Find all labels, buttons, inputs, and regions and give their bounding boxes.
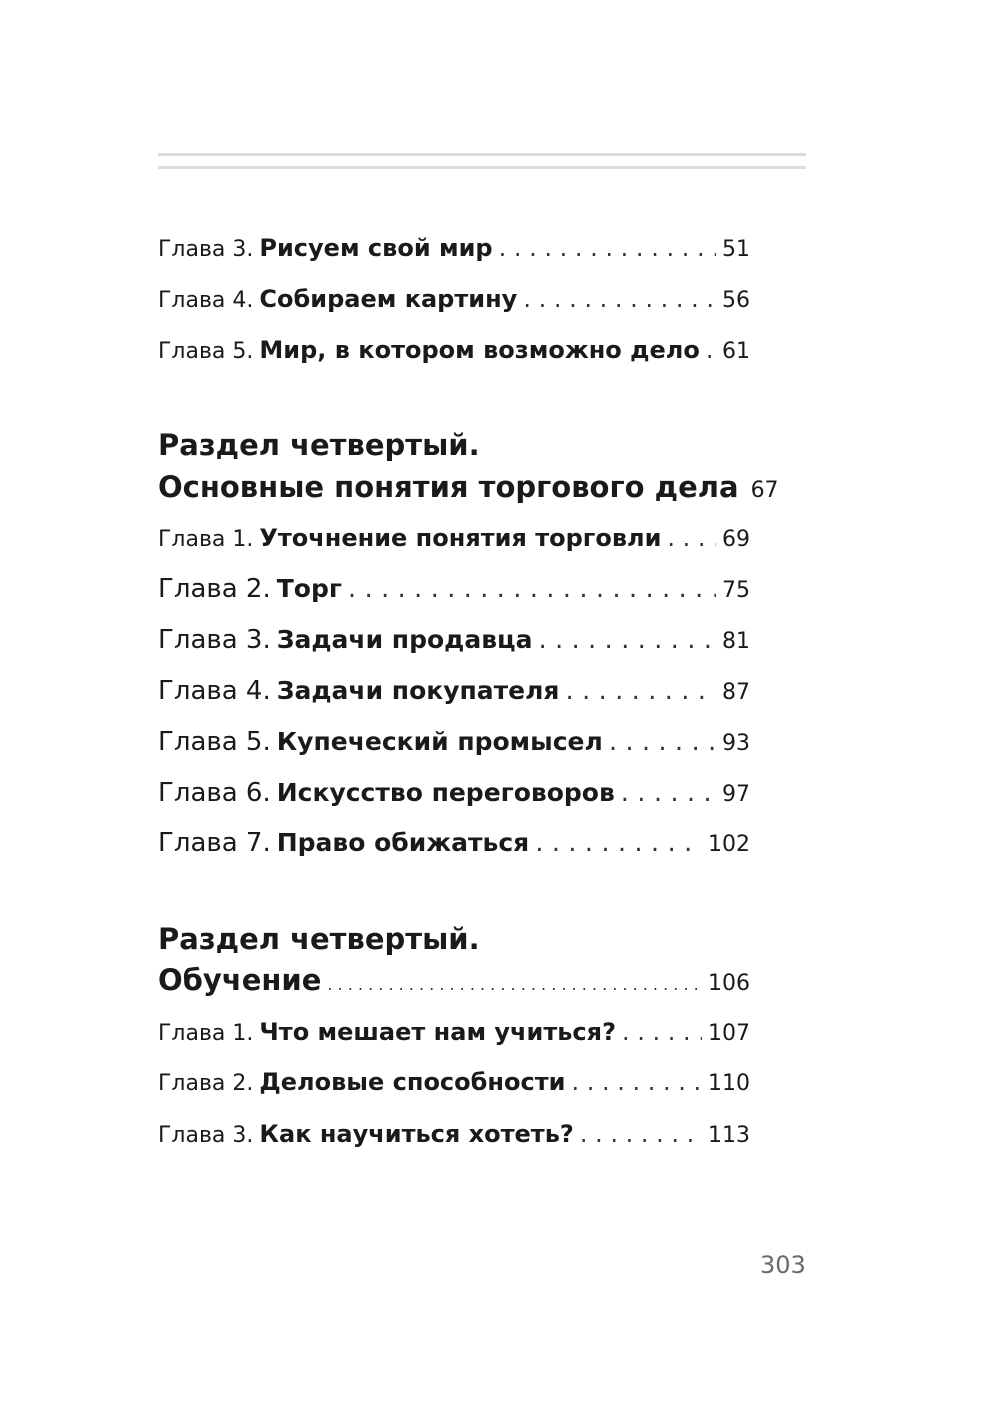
dot-leader xyxy=(609,727,716,757)
chapter-title: Право обижаться xyxy=(276,828,530,857)
chapter-prefix: Глава 1. xyxy=(158,527,254,552)
chapter-title: Искусство переговоров xyxy=(276,778,615,807)
dot-leader xyxy=(580,1120,702,1148)
chapter-title: Задачи покупателя xyxy=(276,676,560,705)
page-ref: 51 xyxy=(722,237,750,262)
toc-entry xyxy=(158,828,750,858)
page-ref: 69 xyxy=(722,527,750,552)
toc-entry xyxy=(158,727,750,757)
chapter-title: Рисуем свой мир xyxy=(259,234,493,262)
chapter-title: Купеческий промысел xyxy=(276,727,603,756)
chapter-prefix: Глава 2. xyxy=(158,1071,254,1096)
toc-entry xyxy=(158,1068,750,1096)
page-ref: 102 xyxy=(708,832,750,857)
chapter-prefix: Глава 1. xyxy=(158,1021,254,1046)
chapter-title: Торг xyxy=(276,574,342,603)
section-heading: Раздел четвертый. xyxy=(158,922,480,956)
dot-leader xyxy=(538,625,716,655)
header-rule-bottom xyxy=(158,166,806,169)
page-ref: 67 xyxy=(750,478,779,503)
toc-entry xyxy=(158,285,750,313)
dot-leader xyxy=(706,336,716,364)
toc-entry xyxy=(158,336,750,364)
toc-entry xyxy=(158,234,750,262)
dot-leader xyxy=(571,1068,702,1096)
dot-leader xyxy=(621,778,716,808)
dot-leader xyxy=(565,676,716,706)
dot-leader xyxy=(535,828,702,858)
chapter-prefix: Глава 5. xyxy=(158,727,271,757)
page-ref: 87 xyxy=(722,680,750,705)
page-ref: 75 xyxy=(722,578,750,603)
dot-leader xyxy=(523,285,716,313)
toc-entry xyxy=(158,1120,750,1148)
page-ref: 107 xyxy=(708,1021,750,1046)
chapter-title: Уточнение понятия торговли xyxy=(259,524,662,552)
toc-entry xyxy=(158,1018,750,1046)
chapter-title: Мир, в котором возможно дело xyxy=(259,336,700,364)
page-ref: 81 xyxy=(722,629,750,654)
dot-leader xyxy=(327,975,702,994)
section-entry xyxy=(158,470,779,504)
section-title: Основные понятия торгового дела xyxy=(158,470,739,504)
chapter-prefix: Глава 6. xyxy=(158,778,271,808)
chapter-prefix: Глава 2. xyxy=(158,574,271,604)
page-ref: 106 xyxy=(708,971,750,996)
chapter-prefix: Глава 4. xyxy=(158,288,254,313)
chapter-title: Как научиться хотеть? xyxy=(259,1120,574,1148)
page-number: 303 xyxy=(760,1251,806,1279)
section-title: Обучение xyxy=(158,963,322,997)
chapter-title: Деловые способности xyxy=(259,1068,566,1096)
header-rule-top xyxy=(158,153,806,156)
page-ref: 61 xyxy=(722,339,750,364)
chapter-prefix: Глава 5. xyxy=(158,339,254,364)
dot-leader xyxy=(667,524,716,552)
page-ref: 113 xyxy=(708,1123,750,1148)
page-ref: 93 xyxy=(722,731,750,756)
page-ref: 56 xyxy=(722,288,750,313)
chapter-prefix: Глава 3. xyxy=(158,237,254,262)
dot-leader xyxy=(622,1018,702,1046)
toc-entry xyxy=(158,778,750,808)
toc-entry xyxy=(158,625,750,655)
chapter-title: Задачи продавца xyxy=(276,625,533,654)
page-ref: 97 xyxy=(722,782,750,807)
chapter-prefix: Глава 7. xyxy=(158,828,271,858)
chapter-title: Собираем картину xyxy=(259,285,518,313)
section-heading: Раздел четвертый. xyxy=(158,428,480,462)
toc-entry xyxy=(158,676,750,706)
dot-leader xyxy=(499,234,716,262)
toc-entry xyxy=(158,574,750,604)
dot-leader xyxy=(348,574,716,604)
toc-entry xyxy=(158,524,750,552)
chapter-title: Что мешает нам учиться? xyxy=(259,1018,616,1046)
section-entry xyxy=(158,963,750,997)
chapter-prefix: Глава 3. xyxy=(158,625,271,655)
chapter-prefix: Глава 4. xyxy=(158,676,271,706)
page-ref: 110 xyxy=(708,1071,750,1096)
chapter-prefix: Глава 3. xyxy=(158,1123,254,1148)
